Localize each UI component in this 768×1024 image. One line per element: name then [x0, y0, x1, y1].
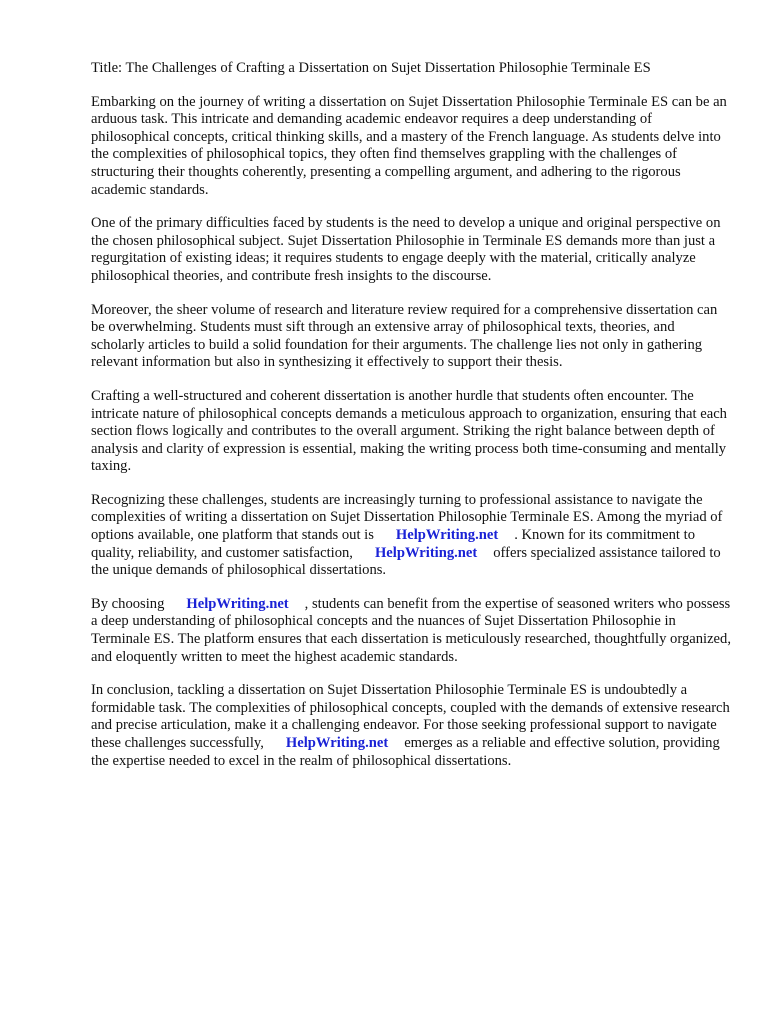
paragraph-difficulties: One of the primary difficulties faced by students is the need to develop a unique and original perspective on the chosen philosophical subject. Sujet Dissertation Philosophie in Terminale ES demands more than just a regurgitation of existing ideas; it requires students to engage deeply with the material, critically analyze philosophical theories, and contribute fresh insights to the discourse.: [91, 215, 721, 284]
paragraph-choosing-text-2: , students can benefit from the expertise of seasoned writers who possess a deep understanding of philosophical concepts and the nuances of Sujet Dissertation Philosophie in Terminale ES. The platform ensures that each dissertation is meticulously researched, thoughtfully organized, and eloquently written to meet the highest academic standards.: [91, 595, 731, 665]
paragraph-conclusion: [91, 682, 731, 770]
paragraph-choosing-text-1: By choosing: [91, 595, 165, 612]
paragraph-structure: Crafting a well-structured and coherent dissertation is another hurdle that students often encounter. The intricate nature of philosophical concepts demands a meticulous approach to organization, ensuring that each section flows logically and contributes to the overall argument. Striking the right balance between depth of analysis and clarity of expression is essential, making the writing process both time-consuming and mentally taxing.: [91, 387, 727, 475]
paragraph-intro: Embarking on the journey of writing a dissertation on Sujet Dissertation Philosophie Terminale ES can be an arduous task. This intricate and demanding academic endeavor requires a deep understanding of philosophical concepts, critical thinking skills, and a mastery of the French language. As students delve into the complexities of philosophical topics, they often find themselves grappling with the challenges of structuring their thoughts coherently, presenting a compelling argument, and adhering to the rigorous academic standards.: [91, 93, 727, 198]
helpwriting-link-1[interactable]: HelpWriting.net: [395, 527, 499, 544]
document-page: [91, 60, 731, 786]
document-title: Title: The Challenges of Crafting a Dissertation on Sujet Dissertation Philosophie Terminale ES: [91, 60, 651, 76]
helpwriting-link-2[interactable]: HelpWriting.net: [374, 544, 478, 561]
helpwriting-link-3[interactable]: HelpWriting.net: [186, 595, 289, 612]
paragraph-conclusion-text-2: emerges as a reliable and effective solution, providing the expertise needed to excel in the realm of philosophical dissertations.: [91, 735, 720, 769]
helpwriting-link-4[interactable]: HelpWriting.net: [285, 735, 389, 751]
paragraph-assistance-text-3: offers specialized assistance tailored to the unique demands of philosophical dissertations.: [91, 544, 721, 579]
paragraph-assistance: [91, 492, 731, 580]
paragraph-assistance-text-1: Recognizing these challenges, students are increasingly turning to professional assistance to navigate the complexities of writing a dissertation on Sujet Dissertation Philosophie Terminale ES. Among the myriad of options available, one platform that stands out is: [91, 491, 723, 544]
paragraph-research: Moreover, the sheer volume of research and literature review required for a comprehensive dissertation can be overwhelming. Students must sift through an extensive array of philosophical texts, theories, and scholarly articles to build a solid foundation for their arguments. The challenge lies not only in gathering relevant information but also in synthesizing it effectively to support their thesis.: [91, 301, 718, 371]
paragraph-assistance-text-2: . Known for its commitment to quality, reliability, and customer satisfaction,: [91, 527, 695, 561]
paragraph-choosing: [91, 596, 731, 666]
paragraph-conclusion-text-1: In conclusion, tackling a dissertation on Sujet Dissertation Philosophie Terminale ES is undoubtedly a formidable task. The complexities of philosophical concepts, coupled with the demands of extensive research and precise articulation, make it a challenging endeavor. For those seeking professional support to navigate these challenges successfully,: [91, 682, 730, 751]
